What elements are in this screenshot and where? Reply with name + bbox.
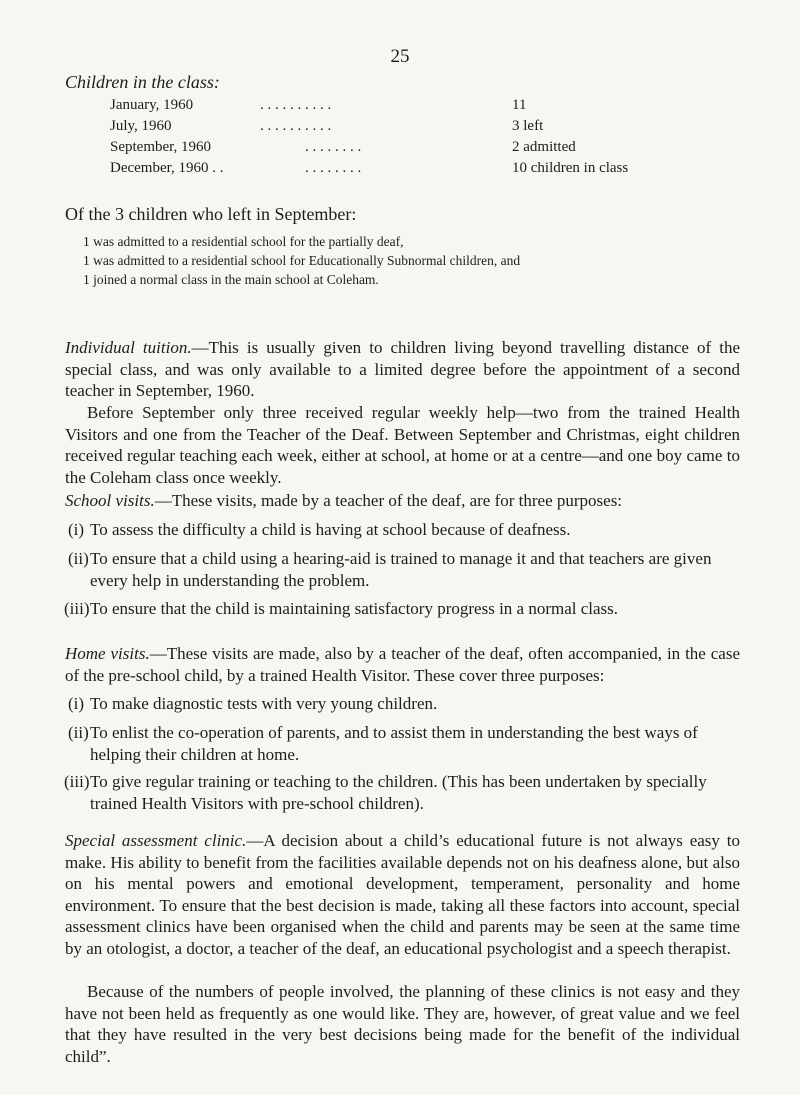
section-body: —A decision about a child’s educational future is not always easy to make. His ability to benefit from the facilities available depends not on his deafness alone, but also on his mental powers and emotional development, temperament, personality and home environment. To ensure that the best decision is made, taking all these factors into account, special assessment clinics have been organised when the child and parents may be seen at the same time by an otologist, a doctor, a teacher of the deaf, an educational psychologist and a speech therapist.	[65, 831, 740, 958]
school-visits-paragraph	[65, 490, 740, 512]
section-title: Individual tuition.	[65, 338, 192, 357]
item-text: To ensure that the child is maintaining satisfactory progress in a normal class.	[90, 599, 619, 618]
item-text: To make diagnostic tests with very young children.	[90, 694, 438, 713]
row-label: September, 1960	[110, 139, 212, 155]
row-dots: . . . . . . . . . .	[260, 97, 332, 113]
page-number: 25	[390, 46, 410, 67]
home-visits-paragraph	[65, 643, 740, 686]
row-value: 10 children in class	[512, 160, 629, 176]
row-dots: . . . . . . . .	[305, 160, 362, 176]
children-heading: Children in the class:	[65, 72, 220, 92]
list-item	[68, 519, 740, 541]
item-number: (i)	[68, 694, 85, 713]
item-number: (ii)	[68, 723, 89, 742]
row-value: 3 left	[512, 118, 544, 134]
row-label: January, 1960	[110, 97, 194, 113]
list-item	[68, 722, 740, 765]
individual-tuition-paragraph-2: Before September only three received regular weekly help—two from the trained Health Visitors and one from the Teacher of the Deaf. Between September and Christmas, eight children received regular teaching each week, either at school, at home or at a centre—and one boy came to the Coleham class once weekly.	[65, 403, 740, 487]
section-title: Home visits.	[65, 644, 150, 663]
item-number: (i)	[68, 520, 85, 539]
list-item	[68, 693, 740, 715]
row-dots: . . . . . . . .	[305, 139, 362, 155]
row-dots: . . . . . . . . . .	[260, 118, 332, 134]
section-body: —These visits are made, also by a teacher of the deaf, often accompanied, in the case of the pre-school child, by a trained Health Visitor. These cover three purposes:	[65, 644, 740, 685]
section-title: Special assessment clinic.	[65, 831, 247, 850]
list-item: 1 was admitted to a residential school for the partially deaf,	[83, 234, 404, 249]
special-assessment-paragraph	[65, 830, 740, 959]
item-text: To give regular training or teaching to the children. (This has been undertaken by specially trained Health Visitors with pre-school children).	[90, 772, 707, 813]
list-item	[64, 598, 740, 620]
item-text: To enlist the co-operation of parents, and to assist them in understanding the best ways of helping their children at home.	[90, 723, 698, 764]
list-item	[68, 548, 740, 591]
section-title: School visits.	[65, 491, 155, 510]
special-assessment-paragraph-2: Because of the numbers of people involved, the planning of these clinics is not easy and they have not been held as frequently as one would like. They are, however, of great value and we feel that they have resulted in the very best decisions being made for the benefit of the individual child”.	[65, 982, 740, 1066]
section-body: —This is usually given to children living beyond travelling distance of the special class, and was only available to a limited degree before the appointment of a second teacher in September, 1960.	[65, 338, 740, 400]
section-body: —These visits, made by a teacher of the deaf, are for three purposes:	[154, 491, 623, 510]
individual-tuition-paragraph	[65, 337, 740, 402]
item-text: To assess the difficulty a child is having at school because of deafness.	[90, 520, 571, 539]
item-number: (ii)	[68, 549, 89, 568]
row-label: December, 1960 . .	[110, 160, 224, 176]
list-item: 1 joined a normal class in the main school at Coleham.	[83, 272, 379, 287]
item-number: (iii)	[64, 772, 90, 791]
row-label: July, 1960	[110, 118, 172, 134]
list-item	[64, 771, 740, 814]
row-value: 11	[512, 97, 527, 113]
left-list	[83, 232, 520, 289]
item-text: To ensure that a child using a hearing-aid is trained to manage it and that teachers are given every help in understanding the problem.	[90, 549, 712, 590]
row-value: 2 admitted	[512, 139, 576, 155]
list-item: 1 was admitted to a residential school for Educationally Subnormal children, and	[83, 253, 521, 268]
item-number: (iii)	[64, 599, 90, 618]
left-heading: Of the 3 children who left in September:	[65, 204, 357, 224]
